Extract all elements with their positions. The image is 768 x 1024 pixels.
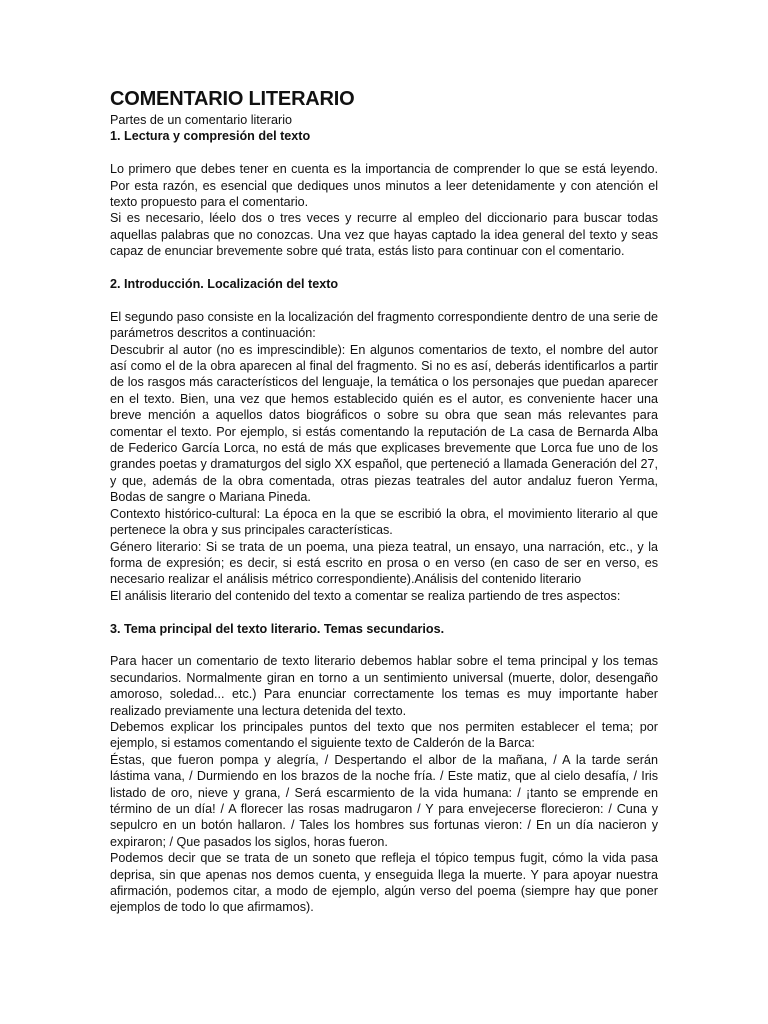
document-subtitle: Partes de un comentario literario: [110, 113, 293, 127]
section-2-paragraph-2: Descubrir al autor (no es imprescindible): En algunos comentarios de texto, el nombre del autor así como el de la obra aparecen al final del fragmento. Si no es así, deberás identificarlos a partir de los rasgos más característicos del lenguaje, la temática o los personajes que puedan aparecer en el texto. Bien, una vez que hemos establecido quién es el autor, es conveniente hacer una breve mención a aquellos datos biográficos o sobre su obra que sean más relevantes para comentar el texto. Por ejemplo, si estás comentando la reputación de La casa de Bernarda Alba de Federico García Lorca, no está de más que explicases brevemente que Lorca fue uno de los grandes poetas y dramaturgos del siglo XX español, que perteneció a llamada Generación del 27, y que, además de la obra comentada, otras piezas teatrales del autor andaluz fueron Yerma, Bodas de sangre o Mariana Pineda.: [110, 342, 658, 505]
section-3-paragraph-1: Para hacer un comentario de texto literario debemos hablar sobre el tema principal y los temas secundarios. Normalmente giran en torno a un sentimiento universal (muerte, dolor, desengaño amoroso, soledad... etc.) Para enunciar correctamente los temas es muy importante haber realizado previamente una lectura detenida del texto.: [110, 654, 658, 718]
section-1-paragraph-2: Si es necesario, léelo dos o tres veces y recurre al empleo del diccionario para buscar todas aquellas palabras que no conozcas. Una vez que hayas captado la idea general del texto y seas capaz de enunciar brevemente sobre qué trata, estás listo para continuar con el comentario.: [110, 211, 658, 259]
spacer: [110, 260, 658, 276]
section-2-paragraph-1: El segundo paso consiste en la localización del fragmento correspondiente dentro de una serie de parámetros descritos a continuación:: [110, 309, 658, 341]
spacer: [110, 604, 658, 620]
section-1-heading: 1. Lectura y compresión del texto: [110, 129, 311, 144]
section-3-paragraph-3: Éstas, que fueron pompa y alegría, / Despertando el albor de la mañana, / A la tarde serán lástima vana, / Durmiendo en los brazos de la noche fría. / Este matiz, que al cielo desafía, / Iris listado de oro, nieve y grana, / Será escarmiento de la vida humana: / ¡tanto se emprende en término de un día! / A florecer las rosas madrugaron / Y para envejecerse florecieron: / Cuna y sepulcro en un botón hallaron. / Tales los hombres sus fortunas vieron: / En un día nacieron y expiraron; / Que pasados los siglos, horas fueron.: [110, 752, 658, 849]
spacer: [110, 292, 658, 308]
section-2-paragraph-5: El análisis literario del contenido del texto a comentar se realiza partiendo de tres aspectos:: [110, 588, 621, 603]
section-2-paragraph-4: Género literario: Si se trata de un poema, una pieza teatral, un ensayo, una narración, etc., y la forma de expresión; es decir, si está escrito en prosa o en verso (en caso de ser en verso, es necesario realizar el análisis métrico correspondiente).Análisis del contenido literario: [110, 539, 658, 587]
section-1-paragraph-1: Lo primero que debes tener en cuenta es la importancia de comprender lo que se está leyendo. Por esta razón, es esencial que dediques unos minutos a leer detenidamente y con atención el texto propuesto para el comentario.: [110, 162, 658, 210]
section-2-paragraph-3: Contexto histórico-cultural: La época en la que se escribió la obra, el movimiento literario al que pertenece la obra y sus principales características.: [110, 506, 658, 538]
section-3-paragraph-2: Debemos explicar los principales puntos del texto que nos permiten establecer el tema; por ejemplo, si estamos comentando el siguiente texto de Calderón de la Barca:: [110, 719, 658, 751]
spacer: [110, 145, 658, 161]
document-title: COMENTARIO LITERARIO: [110, 88, 355, 110]
spacer: [110, 637, 658, 653]
section-3-paragraph-4: Podemos decir que se trata de un soneto que refleja el tópico tempus fugit, cómo la vida pasa deprisa, sin que apenas nos demos cuenta, y enseguida llega la muerte. Y para apoyar nuestra afirmación, podemos citar, a modo de ejemplo, algún verso del poema (siempre hay que poner ejemplos de todo lo que afirmamos).: [110, 851, 658, 915]
section-3-heading: 3. Tema principal del texto literario. Temas secundarios.: [110, 621, 445, 636]
section-2-heading: 2. Introducción. Localización del texto: [110, 277, 339, 292]
document-page: [110, 86, 658, 916]
